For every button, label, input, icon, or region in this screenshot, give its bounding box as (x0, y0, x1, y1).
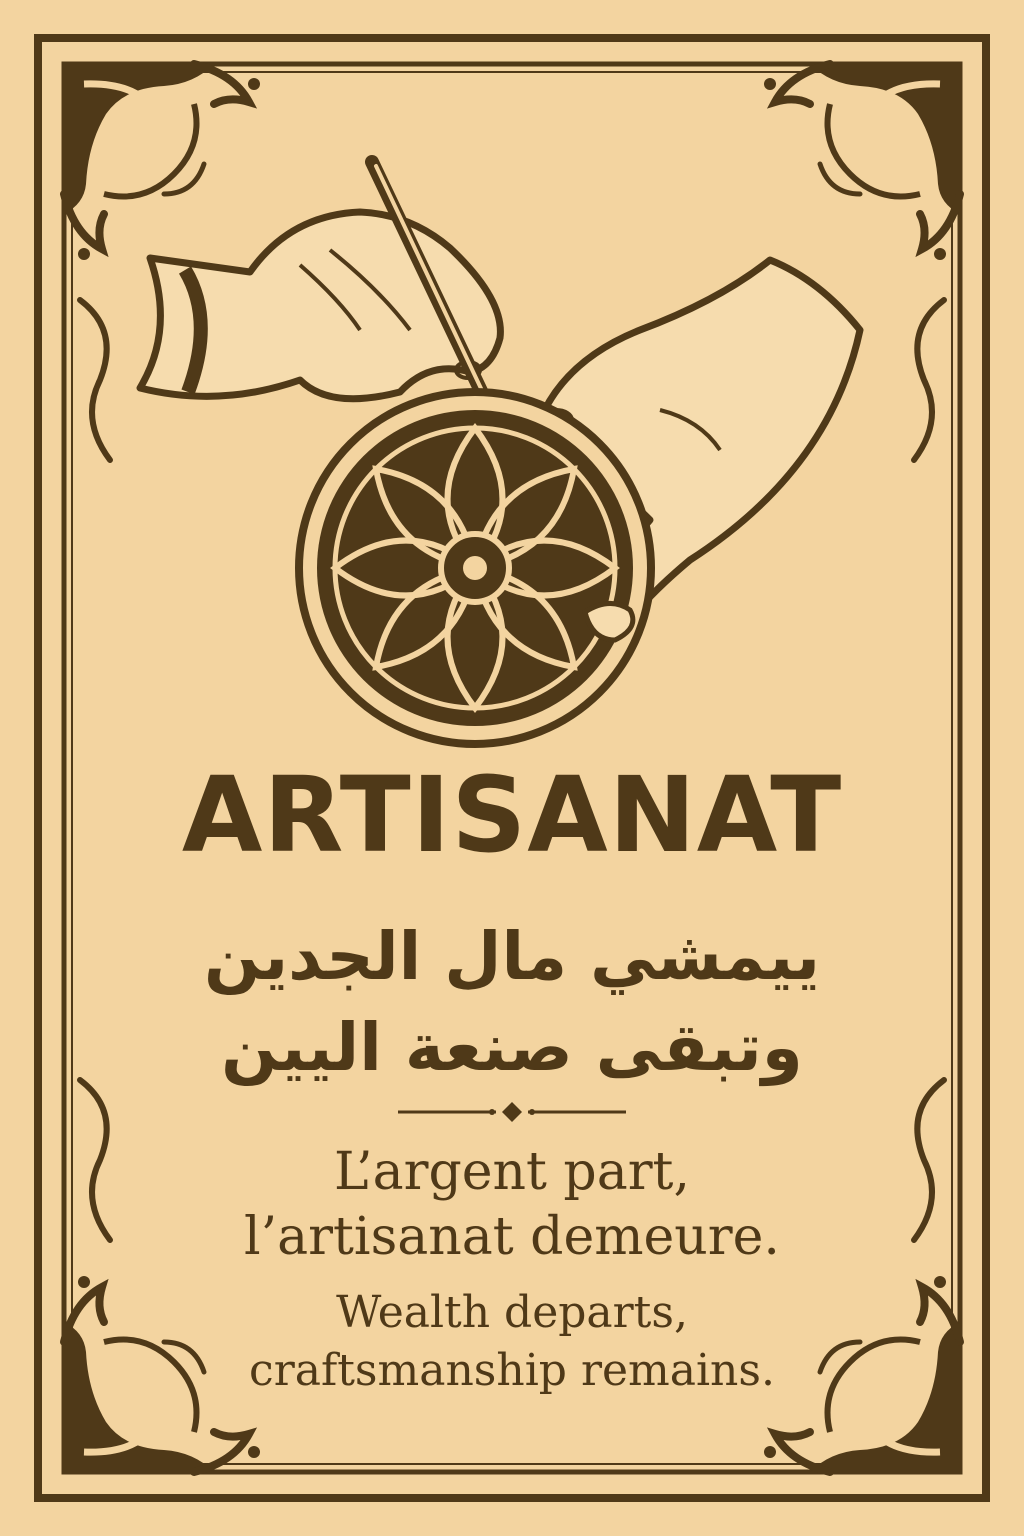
english-proverb-line-1: Wealth departs, (336, 1287, 688, 1338)
french-proverb-line-2: l’artisanat demeure. (244, 1207, 780, 1267)
arabic-proverb-line-2: وتبقى صنعة اليين (221, 1009, 803, 1086)
poster-title: ARTISANAT (181, 754, 843, 876)
ornamental-divider-icon (398, 1102, 626, 1122)
hands-engraving-plate-icon (140, 162, 860, 744)
geometric-rosette-icon (299, 392, 651, 744)
french-proverb-line-1: L’argent part, (333, 1142, 690, 1202)
arabic-proverb-line-1: ييمشي مال الجدين (203, 918, 821, 995)
english-proverb-line-2: craftsmanship remains. (249, 1345, 775, 1396)
